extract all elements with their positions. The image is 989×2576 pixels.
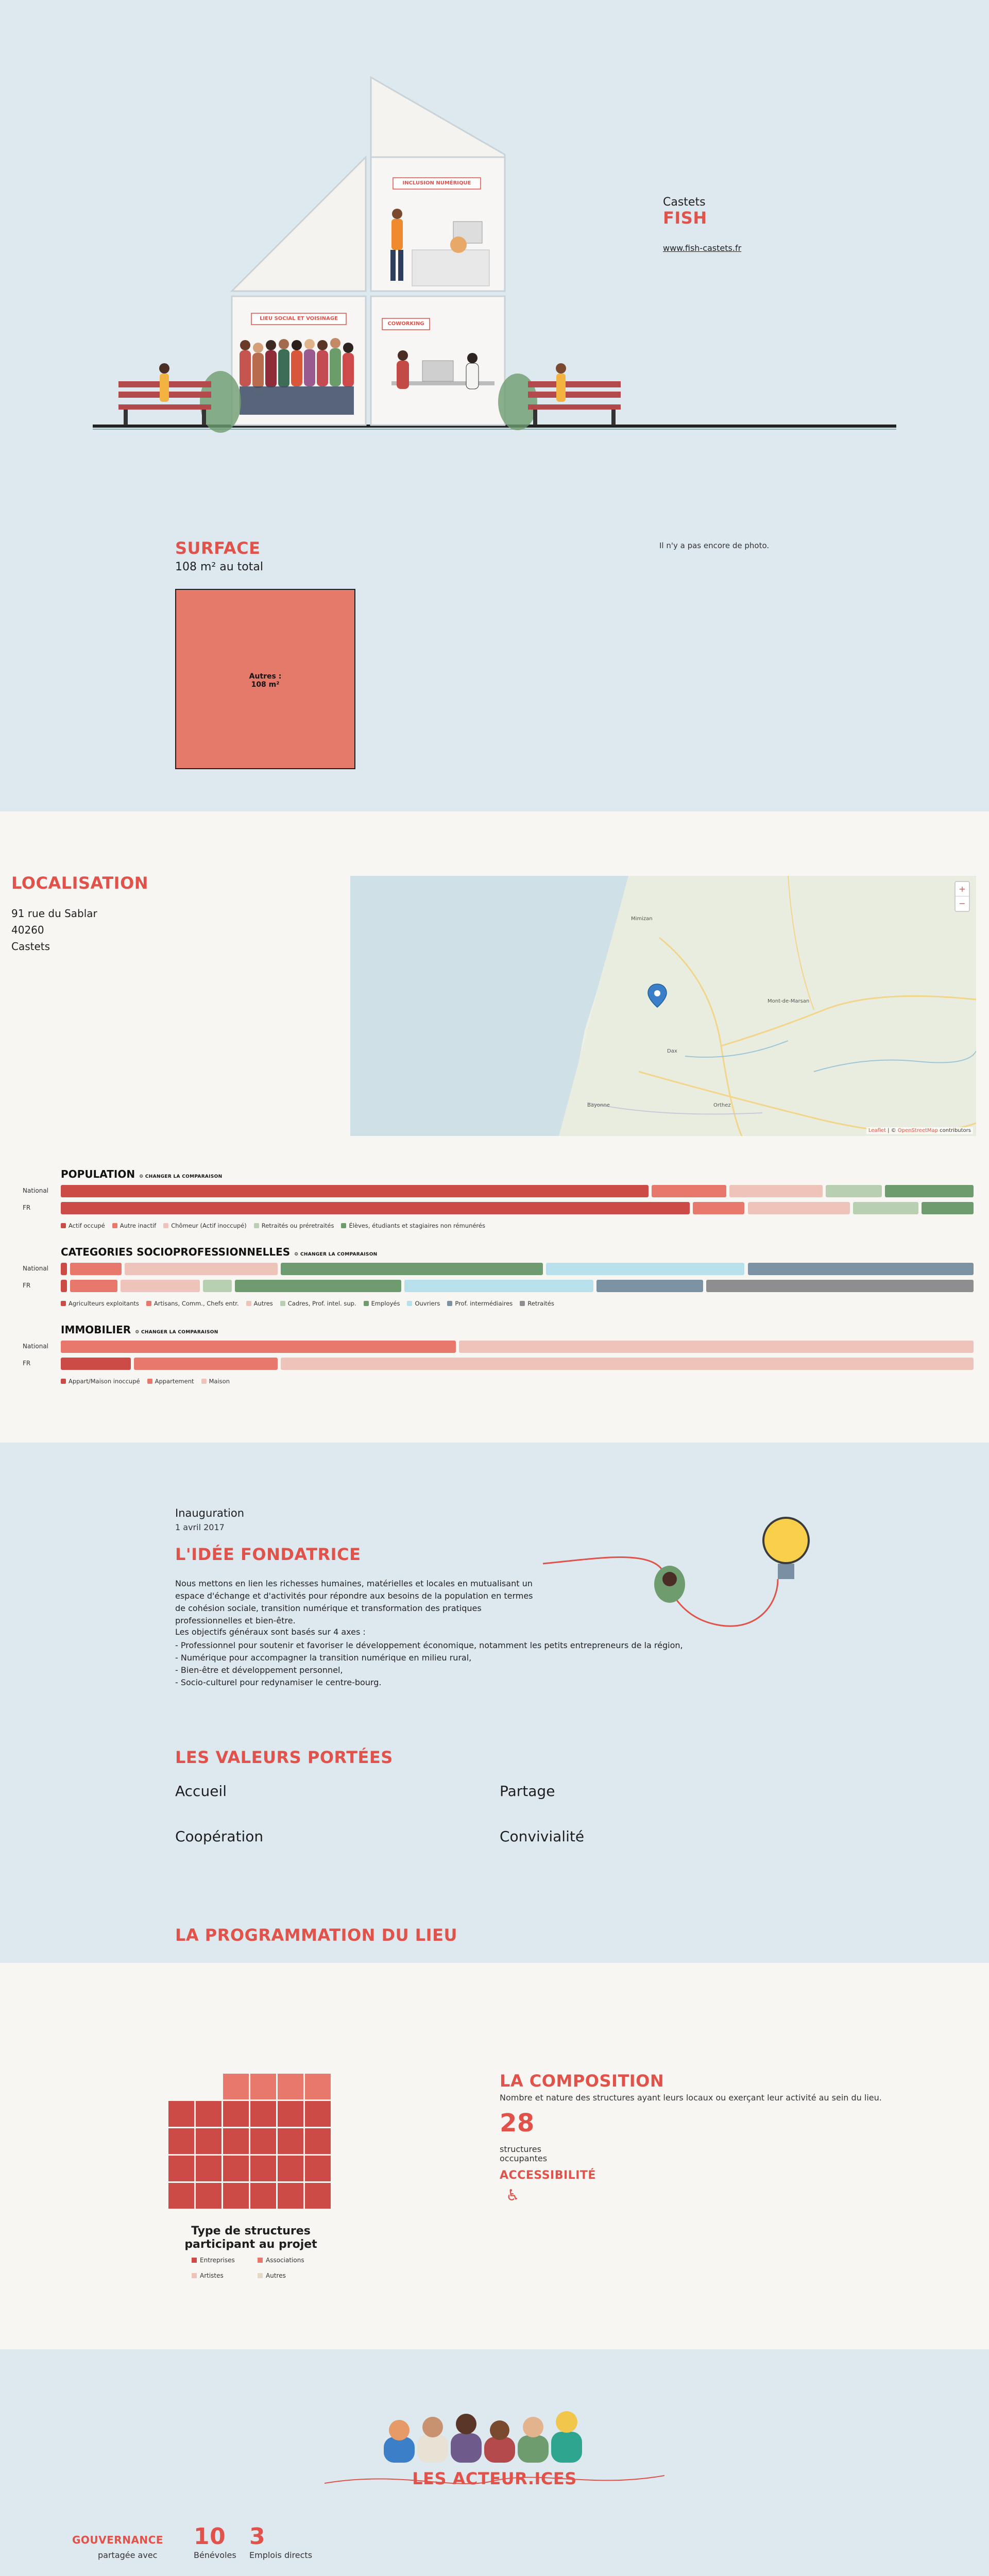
row-label-national: National	[23, 1187, 49, 1194]
legend-label: Chômeur (Actif inoccupé)	[171, 1222, 247, 1229]
legend-item	[258, 2257, 304, 2264]
compare-button[interactable]: ⚙ CHANGER LA COMPARAISON	[294, 1252, 378, 1257]
compare-label: CHANGER LA COMPARAISON	[145, 1174, 223, 1179]
structure-cell	[168, 2156, 194, 2181]
legend-item	[407, 1300, 440, 1307]
bar-segment[interactable]	[121, 1280, 200, 1292]
structure-cell	[305, 2074, 331, 2099]
structure-cell	[305, 2128, 331, 2154]
idee-title: L'IDÉE FONDATRICE	[175, 1545, 361, 1564]
legend-label: Actif occupé	[69, 1222, 105, 1229]
legend-label: Maison	[209, 1378, 230, 1385]
bar-segment[interactable]	[748, 1263, 974, 1275]
row-label-national: National	[23, 1343, 49, 1350]
csp-title	[61, 1246, 378, 1258]
gouvernance-subtitle: partagée avec	[98, 2550, 158, 2560]
bar-segment[interactable]	[125, 1263, 277, 1275]
map-tiles	[350, 876, 976, 1136]
legend-item	[192, 2272, 224, 2279]
bench-left	[118, 363, 211, 425]
legend-item	[61, 1300, 139, 1307]
idee-section	[0, 1443, 989, 1963]
surface-box	[175, 589, 355, 769]
zoom-control	[954, 881, 970, 912]
legend-label: Entreprises	[200, 2257, 235, 2264]
valeur-item: Partage	[500, 1783, 555, 1800]
hero-section	[0, 0, 989, 811]
structure-cell	[305, 2183, 331, 2209]
legend-item	[341, 1222, 485, 1229]
bar-segment[interactable]	[235, 1280, 401, 1292]
legend-item	[447, 1300, 513, 1307]
bar-segment[interactable]	[459, 1341, 974, 1353]
immobilier-legend	[61, 1378, 237, 1385]
compare-label: CHANGER LA COMPARAISON	[141, 1330, 218, 1335]
row-label-national: National	[23, 1265, 49, 1272]
no-photo-text: Il n'y a pas encore de photo.	[659, 541, 770, 550]
localisation-title: LOCALISATION	[11, 873, 149, 893]
csp-bar-national	[61, 1263, 977, 1275]
bar-segment[interactable]	[61, 1263, 67, 1275]
structure-cell	[250, 2074, 276, 2099]
bar-segment[interactable]	[61, 1358, 131, 1370]
structure-cell	[223, 2101, 249, 2127]
legend-label: Retraités ou préretraités	[261, 1222, 334, 1229]
surface-box-label: Autres :	[249, 672, 282, 681]
address-street: 91 rue du Sablar	[11, 907, 97, 920]
legend-item	[364, 1300, 400, 1307]
structure-cell	[223, 2074, 249, 2099]
structure-cell	[305, 2101, 331, 2127]
zoom-out-button[interactable]: −	[959, 899, 966, 908]
idee-paragraph: Nous mettons en lien les richesses humaines, matérielles et locales en mutualisant un espace d'échange et d'activités pour répondre aux besoins de la population en termes de cohésion sociale, transition numérique et transformation des pratiques professionnelles et bien-être.	[175, 1579, 533, 1625]
bar-segment[interactable]	[826, 1185, 882, 1197]
structures-chart-title	[168, 2225, 333, 2251]
legend-label: Retraités	[527, 1300, 554, 1307]
compare-button[interactable]: ⚙ CHANGER LA COMPARAISON	[135, 1330, 218, 1335]
immobilier-bar-local	[61, 1358, 977, 1370]
bar-segment[interactable]	[546, 1263, 744, 1275]
csp-bar-local	[61, 1280, 977, 1292]
valeurs-title: LES VALEURS PORTÉES	[175, 1748, 393, 1767]
legend-item	[61, 1378, 140, 1385]
structures-chart-title-line: Type de structures	[191, 2225, 311, 2238]
structure-cell	[223, 2156, 249, 2181]
composition-subtitle: Nombre et nature des structures ayant leurs locaux ou exerçant leur activité au sein du lieu.	[500, 2093, 882, 2103]
emplois-count: 3	[249, 2523, 266, 2550]
people-illustration	[381, 2409, 618, 2465]
address-postcode: 40260	[11, 924, 44, 936]
legend-item	[258, 2272, 286, 2279]
surface-title: SURFACE	[175, 538, 261, 558]
structure-cell	[196, 2128, 221, 2154]
map-town-label: Bayonne	[587, 1103, 610, 1108]
legend-item	[246, 1300, 273, 1307]
legend-label: Autres	[266, 2272, 286, 2279]
map-town-label: Dax	[667, 1048, 677, 1054]
legend-label: Agriculteurs exploitants	[69, 1300, 139, 1307]
structure-cell	[250, 2183, 276, 2209]
structures-count: 28	[500, 2109, 535, 2138]
legend-label: Employés	[371, 1300, 400, 1307]
map-town-label: Mont-de-Marsan	[768, 998, 810, 1004]
structures-count-label	[500, 2145, 547, 2163]
inauguration-label: Inauguration	[175, 1507, 245, 1519]
structure-cell	[305, 2156, 331, 2181]
bar-segment[interactable]	[404, 1280, 593, 1292]
legend-label: Ouvriers	[415, 1300, 440, 1307]
bar-segment[interactable]	[652, 1185, 726, 1197]
structures-count-label-line: occupantes	[500, 2154, 548, 2163]
legend-item	[201, 1378, 230, 1385]
label-inclusion-numerique: INCLUSION NUMÉRIQUE	[402, 180, 471, 186]
map[interactable]	[350, 876, 976, 1136]
legend-label: Artisans, Comm., Chefs entr.	[154, 1300, 239, 1307]
bar-segment[interactable]	[203, 1280, 232, 1292]
immobilier-title-text: IMMOBILIER	[61, 1324, 131, 1336]
address-block	[11, 905, 97, 955]
bar-segment[interactable]	[61, 1280, 67, 1292]
bar-segment[interactable]	[281, 1263, 543, 1275]
structure-cell	[278, 2074, 303, 2099]
legend-label: Élèves, étudiants et stagiaires non rémunérés	[349, 1222, 485, 1229]
legend-label: Autres	[253, 1300, 273, 1307]
bar-segment[interactable]	[748, 1202, 850, 1214]
bar-segment[interactable]	[134, 1358, 277, 1370]
zoom-in-button[interactable]: +	[956, 882, 969, 896]
axe-item: - Professionnel pour soutenir et favoriser le développement économique, notamment les petits entrepreneurs de la région,	[175, 1640, 683, 1650]
structure-cell	[168, 2101, 194, 2127]
compare-button[interactable]: ⚙ CHANGER LA COMPARAISON	[139, 1174, 223, 1179]
bar-segment[interactable]	[885, 1185, 974, 1197]
valeur-item: Accueil	[175, 1783, 227, 1800]
crowd-group	[240, 338, 354, 415]
population-bar-local	[61, 1202, 977, 1214]
row-label-local: FR	[23, 1282, 31, 1289]
bar-segment[interactable]	[922, 1202, 974, 1214]
legend-item	[112, 1222, 156, 1229]
composition-section	[0, 1963, 989, 2349]
benevoles-count: 10	[194, 2523, 226, 2550]
idee-axes-intro: Les objectifs généraux sont basés sur 4 axes :	[175, 1627, 366, 1637]
bar-segment[interactable]	[61, 1185, 649, 1197]
address-city: Castets	[11, 940, 50, 953]
structure-cell	[250, 2156, 276, 2181]
osm-link[interactable]: OpenStreetMap	[897, 1128, 938, 1133]
city-name: Castets	[663, 196, 706, 209]
row-label-local: FR	[23, 1204, 31, 1211]
gouvernance-title: GOUVERNANCE	[72, 2534, 163, 2546]
legend-label: Autre inactif	[120, 1222, 157, 1229]
bar-segment[interactable]	[61, 1202, 690, 1214]
structure-cell	[223, 2128, 249, 2154]
bar-segment[interactable]	[729, 1185, 823, 1197]
legend-item	[520, 1300, 554, 1307]
axe-item: - Numérique pour accompagner la transition numérique en milieu rural,	[175, 1653, 472, 1663]
map-attribution	[866, 1127, 973, 1134]
place-name: FISH	[663, 208, 707, 228]
idee-axes-list	[175, 1639, 683, 1689]
population-title-text: POPULATION	[61, 1168, 135, 1180]
structure-cell	[250, 2128, 276, 2154]
axe-item: - Socio-culturel pour redynamiser le centre-bourg.	[175, 1677, 382, 1687]
attribution-separator: | ©	[885, 1128, 898, 1133]
structure-cell	[278, 2101, 303, 2127]
structure-cell	[278, 2183, 303, 2209]
bar-segment[interactable]	[61, 1341, 456, 1353]
roof-top	[371, 77, 505, 157]
axe-item: - Bien-être et développement personnel,	[175, 1665, 343, 1675]
label-lieu-social: LIEU SOCIAL ET VOISINAGE	[260, 316, 338, 321]
acteurs-title: LES ACTEUR.ICES	[412, 2469, 577, 2488]
legend-label: Cadres, Prof. intel. sup.	[287, 1300, 356, 1307]
structure-cell	[196, 2156, 221, 2181]
structures-chart-title-line: participant au projet	[184, 2238, 317, 2251]
structure-cell	[168, 2128, 194, 2154]
legend-item	[61, 1222, 105, 1229]
legend-label: Prof. intermédiaires	[455, 1300, 513, 1307]
valeur-item: Coopération	[175, 1828, 264, 1845]
csp-title-text: CATEGORIES SOCIOPROFESSIONNELLES	[61, 1246, 291, 1258]
legend-item	[147, 1378, 194, 1385]
valeur-item: Convivialité	[500, 1828, 585, 1845]
structures-grid-chart	[168, 2074, 333, 2210]
benevoles-label: Bénévoles	[194, 2550, 236, 2560]
lightbulb-illustration	[536, 1502, 829, 1636]
legend-item	[192, 2257, 235, 2264]
legend-label: Associations	[266, 2257, 304, 2264]
legend-item	[280, 1300, 356, 1307]
structure-cell	[250, 2101, 276, 2127]
localisation-section	[0, 811, 989, 1443]
structures-count-label-line: structures	[500, 2144, 541, 2154]
emplois-label: Emplois directs	[249, 2550, 313, 2560]
third-place-illustration	[88, 72, 901, 443]
leaflet-link[interactable]: Leaflet	[868, 1128, 886, 1133]
map-town-label: Mimizan	[631, 916, 653, 922]
structure-cell	[168, 2183, 194, 2209]
lightbulb-icon	[763, 1518, 809, 1563]
structure-cell	[278, 2156, 303, 2181]
programmation-title: LA PROGRAMMATION DU LIEU	[175, 1925, 457, 1945]
population-bar-national	[61, 1185, 977, 1197]
population-title	[61, 1168, 222, 1180]
structure-cell	[196, 2183, 221, 2209]
bar-segment[interactable]	[281, 1358, 974, 1370]
structure-cell	[223, 2183, 249, 2209]
csp-legend	[61, 1300, 561, 1307]
legend-item	[146, 1300, 239, 1307]
surface-box-value: 108 m²	[251, 681, 280, 689]
accessibility-title: ACCESSIBILITÉ	[500, 2169, 596, 2182]
acteurs-section	[0, 2349, 989, 2576]
attribution-tail: contributors	[938, 1128, 971, 1133]
bar-segment[interactable]	[853, 1202, 918, 1214]
bar-segment[interactable]	[70, 1280, 117, 1292]
immobilier-bar-national	[61, 1341, 977, 1353]
compare-label: CHANGER LA COMPARAISON	[300, 1252, 378, 1257]
legend-item	[163, 1222, 247, 1229]
bar-segment[interactable]	[693, 1202, 745, 1214]
legend-label: Artistes	[200, 2272, 224, 2279]
surface-total: 108 m² au total	[175, 561, 263, 573]
legend-item	[254, 1222, 334, 1229]
immobilier-title	[61, 1324, 218, 1336]
label-coworking: COWORKING	[387, 321, 424, 327]
map-town-label: Orthez	[713, 1103, 731, 1108]
bar-segment[interactable]	[70, 1263, 122, 1275]
legend-label: Appart/Maison inoccupé	[69, 1378, 140, 1385]
bench-right	[528, 363, 621, 425]
row-label-local: FR	[23, 1360, 31, 1367]
legend-label: Appartement	[155, 1378, 194, 1385]
website-link[interactable]: www.fish-castets.fr	[663, 243, 742, 253]
inauguration-date: 1 avril 2017	[175, 1522, 225, 1532]
bar-segment[interactable]	[706, 1280, 974, 1292]
structure-cell	[278, 2128, 303, 2154]
roof-left	[232, 157, 366, 291]
structure-cell	[196, 2101, 221, 2127]
composition-title: LA COMPOSITION	[500, 2071, 664, 2091]
wheelchair-icon: ♿	[506, 2187, 520, 2205]
bar-segment[interactable]	[596, 1280, 703, 1292]
population-legend	[61, 1222, 492, 1229]
